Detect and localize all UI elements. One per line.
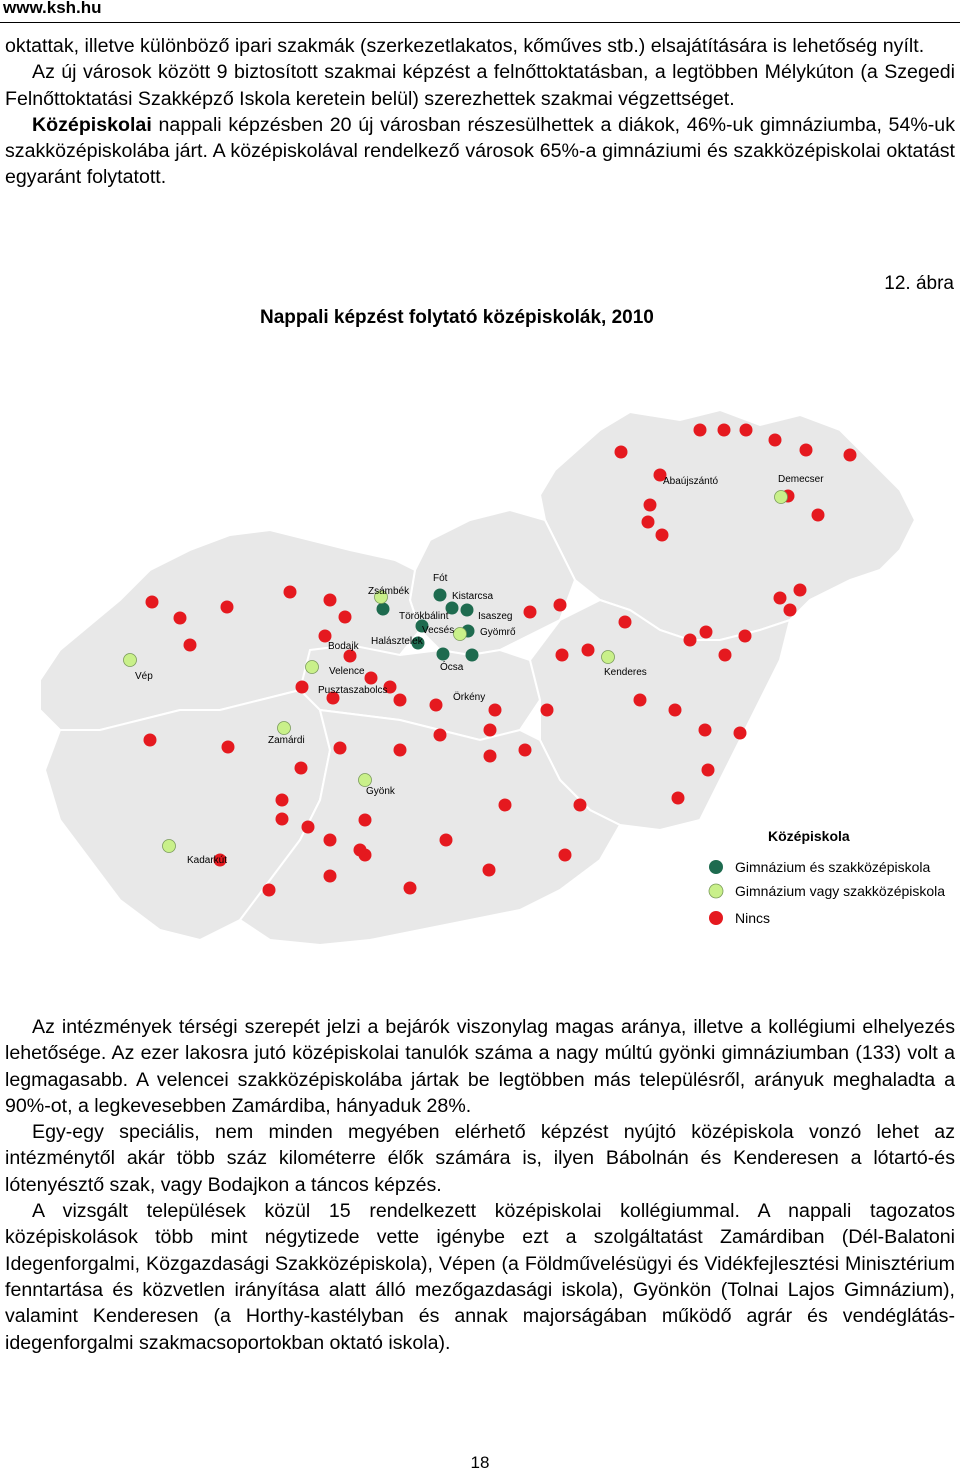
marker-nincs — [324, 870, 337, 883]
marker-gimnazium-vagy-szakkozepiskola — [278, 722, 291, 735]
marker-nincs — [582, 644, 595, 657]
marker-nincs — [844, 449, 857, 462]
legend-marker-none — [709, 911, 723, 925]
marker-nincs — [284, 586, 297, 599]
marker-nincs — [800, 444, 813, 457]
marker-nincs — [359, 814, 372, 827]
marker-nincs — [700, 626, 713, 639]
marker-gimnazium-vagy-szakkozepiskola — [306, 661, 319, 674]
marker-nincs — [739, 630, 752, 643]
marker-gimnazium-es-szakkozepiskola — [434, 589, 447, 602]
marker-nincs — [644, 499, 657, 512]
town-label-kistarcsa: Kistarcsa — [452, 591, 494, 602]
marker-nincs — [394, 744, 407, 757]
legend-label-none: Nincs — [735, 910, 771, 926]
marker-nincs — [499, 799, 512, 812]
marker-nincs — [656, 529, 669, 542]
header-rule — [0, 22, 960, 23]
marker-nincs — [669, 704, 682, 717]
marker-gimnazium-es-szakkozepiskola — [466, 649, 479, 662]
marker-nincs — [812, 509, 825, 522]
paragraph-2: Az új városok között 9 biztosított szakmai képzést a felnőttoktatásban, a legtöbben Mélykúton (a Szegedi Felnőttoktatási Szakképző Iskola keretein belül) szerezhettek szakmai végzettséget. — [5, 61, 955, 110]
town-label-bodajk: Bodajk — [328, 641, 359, 652]
marker-nincs — [524, 606, 537, 619]
marker-nincs — [718, 424, 731, 437]
marker-nincs — [339, 611, 352, 624]
site-header[interactable]: www.ksh.hu — [3, 0, 102, 17]
marker-nincs — [734, 727, 747, 740]
marker-nincs — [784, 604, 797, 617]
marker-nincs — [440, 834, 453, 847]
marker-nincs — [554, 599, 567, 612]
town-label-fot: Fót — [433, 573, 448, 584]
town-label-isaszeg: Isaszeg — [478, 611, 513, 622]
legend-label-both: Gimnázium és szakközépiskola — [735, 859, 931, 875]
marker-nincs — [263, 884, 276, 897]
marker-nincs — [489, 704, 502, 717]
town-label-kenderes: Kenderes — [604, 667, 647, 678]
marker-nincs — [324, 594, 337, 607]
marker-nincs — [295, 762, 308, 775]
paragraph-4: Az intézmények térségi szerepét jelzi a bejárók viszonylag magas aránya, illetve a kollégiumi elhelyezés lehetősége. Az ezer lakosra jutó középiskolai tanulók száma a nagy múltú gyönki gimnáziumban (133) volt a legmagasabb. A velencei szakközépiskolába jártak be legtöbben más településről, arányuk meghaladta a 90%-ot, a legkevesebben Zamárdiba, hányaduk 28%. — [5, 1016, 955, 1117]
marker-nincs — [699, 724, 712, 737]
legend-marker-one — [709, 884, 723, 898]
marker-gimnazium-es-szakkozepiskola — [461, 604, 474, 617]
paragraph-5: Egy-egy speciális, nem minden megyében elérhető képzést nyújtó középiskola vonzó lehet az intézménytől akár több száz kilométerre élők számára is, ilyen Bábolnán és Kenderesen a lótartó-és lótenyésztő szak, vagy Bodajkon a táncos képzés. — [5, 1121, 955, 1196]
town-label-kadarkut: Kadarkút — [187, 855, 228, 866]
legend-label-one: Gimnázium vagy szakközépiskola — [735, 883, 946, 899]
town-label-zsambek: Zsámbék — [368, 586, 410, 597]
marker-nincs — [794, 584, 807, 597]
paragraph-1: oktattak, illetve különböző ipari szakmák (szerkezetlakatos, kőműves stb.) elsajátítására is lehetőség nyílt. — [5, 35, 925, 57]
marker-nincs — [365, 672, 378, 685]
top-text — [5, 33, 955, 191]
marker-nincs — [484, 724, 497, 737]
marker-gimnazium-vagy-szakkozepiskola — [124, 654, 137, 667]
marker-nincs — [559, 849, 572, 862]
marker-nincs — [404, 882, 417, 895]
marker-nincs — [541, 704, 554, 717]
marker-nincs — [483, 864, 496, 877]
marker-nincs — [324, 834, 337, 847]
town-label-halasztelek: Halásztelek — [371, 636, 423, 647]
town-label-gyonk: Gyönk — [366, 786, 395, 797]
marker-nincs — [519, 744, 532, 757]
paragraph-3 — [5, 112, 955, 191]
marker-nincs — [694, 424, 707, 437]
marker-nincs — [672, 792, 685, 805]
town-label-orkeny: Örkény — [453, 692, 486, 703]
marker-nincs — [296, 681, 309, 694]
marker-nincs — [430, 699, 443, 712]
town-label-zamardi: Zamárdi — [268, 735, 305, 746]
marker-gimnazium-vagy-szakkozepiskola — [454, 628, 467, 641]
marker-nincs — [174, 612, 187, 625]
bottom-text — [5, 1014, 955, 1356]
town-label-velence: Velence — [329, 666, 365, 677]
town-label-vecses: Vecsés — [422, 625, 455, 636]
marker-nincs — [222, 741, 235, 754]
marker-nincs — [434, 729, 447, 742]
marker-nincs — [221, 601, 234, 614]
marker-gimnazium-vagy-szakkozepiskola — [359, 774, 372, 787]
map-legend — [709, 828, 945, 926]
marker-nincs — [619, 616, 632, 629]
figure-number: 12. ábra — [884, 273, 954, 294]
marker-gimnazium-vagy-szakkozepiskola — [602, 651, 615, 664]
town-label-abaujszanto: Abaújszántó — [663, 476, 719, 487]
marker-nincs — [634, 694, 647, 707]
marker-nincs — [574, 799, 587, 812]
marker-nincs — [719, 649, 732, 662]
paragraph-6: A vizsgált települések közül 15 rendelkezett középiskolai kollégiummal. A nappali tagozatos középiskolások több mint négytizede vette igénybe ezt a szolgáltatást Zamárdiban (Dél-Balatoni Idegenforgalmi, Közgazdasági Szakközépiskola), Vépen (a Földművelésügyi és Vidékfejlesztési Minisztérium fenntartása és közvetlen irányítása alatt álló mezőgazdasági iskola), Gyönkön (Tolnai Lajos Gimnázium), valamint Kenderesen (a Horthy-kastélyban és annak majorságában működő agrár és vendéglátás-idegenforgalmi szakmacsoportokban oktató iskola). — [5, 1200, 955, 1354]
town-label-torokbalint: Törökbálint — [399, 611, 449, 622]
legend-marker-both — [709, 860, 723, 874]
paragraph-3-rest: nappali képzésben 20 új városban részesülhettek a diákok, 46%-uk gimnáziumba, 54%-uk szakközépiskolába járt. A középiskolával rendelkező városok 65%-a gimnáziumi és szakközépiskolai oktatást egyaránt folytatott. — [5, 113, 955, 189]
marker-nincs — [642, 516, 655, 529]
town-label-pusztaszabolcs: Pusztaszabolcs — [318, 685, 388, 696]
marker-gimnazium-vagy-szakkozepiskola — [775, 491, 788, 504]
marker-nincs — [769, 434, 782, 447]
marker-nincs — [184, 639, 197, 652]
marker-nincs — [702, 764, 715, 777]
marker-gimnazium-es-szakkozepiskola — [377, 603, 390, 616]
town-label-gyomro: Gyömrő — [480, 627, 516, 638]
hungary-map — [0, 400, 960, 980]
marker-nincs — [144, 734, 157, 747]
marker-nincs — [484, 750, 497, 763]
legend-title: Középiskola — [768, 828, 850, 844]
page-number: 18 — [470, 1453, 490, 1472]
town-label-ocsa: Ócsa — [440, 662, 464, 673]
marker-gimnazium-vagy-szakkozepiskola — [163, 840, 176, 853]
marker-nincs — [354, 844, 367, 857]
marker-nincs — [556, 649, 569, 662]
marker-nincs — [276, 794, 289, 807]
figure-title: Nappali képzést folytató középiskolák, 2010 — [260, 307, 654, 328]
marker-nincs — [774, 592, 787, 605]
marker-nincs — [684, 634, 697, 647]
marker-nincs — [302, 821, 315, 834]
marker-nincs — [146, 596, 159, 609]
marker-nincs — [740, 424, 753, 437]
town-label-demecser: Demecser — [778, 474, 824, 485]
marker-gimnazium-es-szakkozepiskola — [437, 648, 450, 661]
paragraph-3-bold: Középiskolai — [32, 113, 152, 136]
marker-nincs — [276, 813, 289, 826]
marker-nincs — [615, 446, 628, 459]
marker-nincs — [394, 694, 407, 707]
town-label-vep: Vép — [135, 671, 153, 682]
marker-nincs — [334, 742, 347, 755]
